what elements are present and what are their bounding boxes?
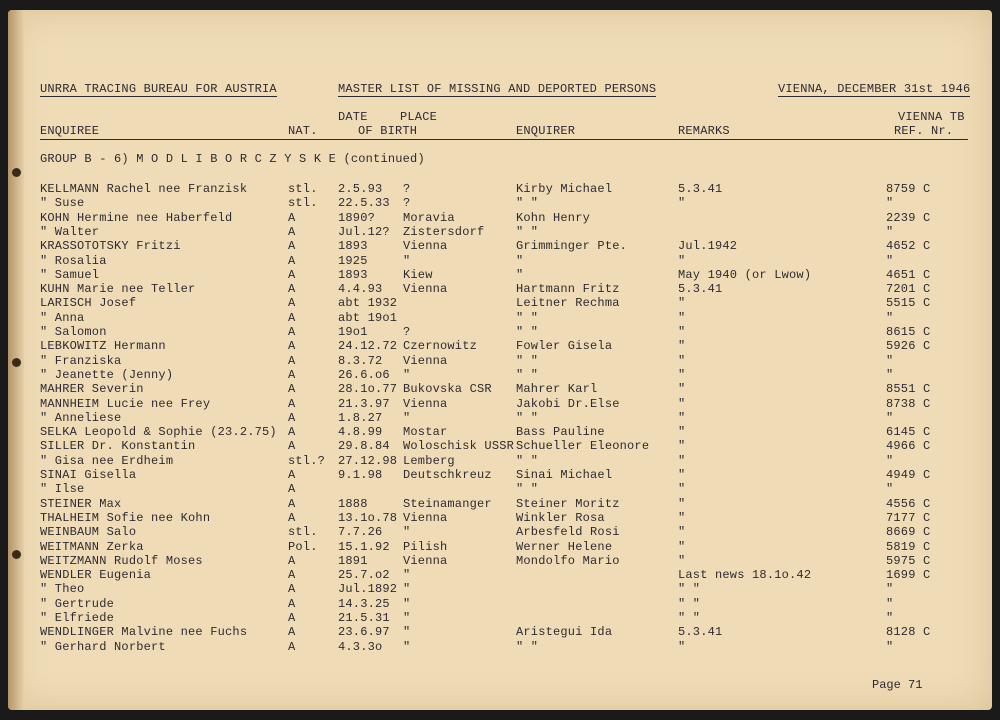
nationality-cell: A [288,310,296,325]
enquiree-cell: THALHEIM Sofie nee Kohn [40,510,211,525]
reference-cell: " [886,196,894,211]
reference-cell: 4966 C [886,439,931,454]
nationality-cell: A [288,282,296,297]
enquirer-cell: " " [516,482,539,497]
enquirer-cell: Werner Helene [516,539,613,554]
enquiree-cell: LARISCH Josef [40,296,137,311]
reference-cell: " [886,367,894,382]
remarks-cell: " " [678,596,701,611]
reference-cell: " [886,453,894,468]
enquiree-cell: " Ilse [40,482,85,497]
birth-date-cell: 1893 [338,267,368,282]
birth-date-cell: 8.3.72 [338,353,383,368]
remarks-cell: " [678,439,686,454]
punch-hole [12,358,21,367]
enquirer-cell: " " [516,453,539,468]
enquirer-cell: Leitner Rechma [516,296,620,311]
enquiree-cell: WENDLER Eugenia [40,568,152,583]
birth-date-cell: 27.12.98 [338,453,398,468]
col-ref-heading-2: REF. Nr. [894,124,954,138]
nationality-cell: A [288,396,296,411]
birth-place-cell: Vienna [403,396,448,411]
reference-cell: 8615 C [886,325,931,339]
enquiree-cell: " Gerhard Norbert [40,639,166,654]
enquirer-cell: Kohn Henry [516,210,591,225]
header-rule [40,139,968,140]
birth-place-cell: Vienna [403,553,448,568]
nationality-cell: A [288,224,296,239]
enquiree-cell: MAHRER Severin [40,382,144,397]
nationality-cell: A [288,210,296,225]
reference-cell: 4949 C [886,468,931,482]
nationality-cell: A [288,239,296,254]
enquiree-cell: WEINBAUM Salo [40,525,137,540]
enquirer-cell: " " [516,196,539,211]
enquiree-cell: KELLMANN Rachel nee Franzisk [40,182,248,196]
enquiree-cell: " Gisa nee Erdheim [40,453,174,468]
enquiree-cell: " Anna [40,310,85,325]
enquiree-cell: SILLER Dr. Konstantin [40,439,196,454]
punch-hole [12,550,21,559]
nationality-cell: A [288,353,296,368]
birth-place-cell: Zistersdorf [403,224,485,239]
birth-place-cell: " [403,582,411,597]
enquirer-cell: Jakobi Dr.Else [516,396,620,411]
reference-cell: 7177 C [886,510,931,525]
nationality-cell: A [288,382,296,397]
enquirer-cell: " [516,267,524,282]
birth-place-cell: " [403,625,411,640]
remarks-cell: " [678,482,686,497]
remarks-cell: " [678,453,686,468]
enquiree-cell: MANNHEIM Lucie nee Frey [40,396,211,411]
enquirer-cell: Mondolfo Mario [516,553,620,568]
remarks-cell: 5.3.41 [678,625,723,640]
remarks-cell: " [678,325,686,339]
enquiree-cell: KOHN Hermine nee Haberfeld [40,210,233,225]
reference-cell: 6145 C [886,425,931,440]
remarks-cell: " [678,510,686,525]
birth-date-cell: 23.6.97 [338,625,390,640]
reference-cell: 4652 C [886,239,931,254]
remarks-cell: " [678,639,686,654]
birth-date-cell: abt 19o1 [338,310,398,325]
reference-cell: 4556 C [886,496,931,511]
document-title: MASTER LIST OF MISSING AND DEPORTED PERSONS [338,82,657,96]
birth-date-cell: 29.8.84 [338,439,390,454]
birth-date-cell: 21.5.31 [338,611,390,625]
birth-place-cell: ? [403,325,411,339]
reference-cell: " [886,310,894,325]
birth-date-cell: 22.5.33 [338,196,390,211]
col-enquiree-heading: ENQUIREE [40,124,100,138]
organization-header: UNRRA TRACING BUREAU FOR AUSTRIA [40,82,277,96]
birth-place-cell: " [403,611,411,625]
enquiree-cell: " Walter [40,224,100,239]
remarks-cell: " [678,353,686,368]
birth-place-cell: Vienna [403,510,448,525]
birth-date-cell: 25.7.o2 [338,568,390,583]
birth-place-cell: ? [403,182,411,196]
enquirer-cell: " " [516,639,539,654]
reference-cell: " [886,596,894,611]
remarks-cell: " [678,396,686,411]
reference-cell: " [886,611,894,625]
enquirer-cell: Kirby Michael [516,182,613,196]
birth-date-cell: 1891 [338,553,368,568]
remarks-cell: " [678,553,686,568]
enquirer-cell: " " [516,325,539,339]
birth-place-cell: Steinamanger [403,496,492,511]
enquirer-cell: Schueller Eleonore [516,439,650,454]
remarks-cell: " [678,339,686,354]
nationality-cell: stl. [288,182,318,196]
enquiree-cell: SELKA Leopold & Sophie (23.2.75) [40,425,277,440]
remarks-cell: " " [678,611,701,625]
enquiree-cell: " Salomon [40,325,107,339]
remarks-cell: " [678,296,686,311]
enquiree-cell: LEBKOWITZ Hermann [40,339,166,354]
reference-cell: 7201 C [886,282,931,297]
birth-place-cell: " [403,410,411,425]
nationality-cell: A [288,596,296,611]
birth-place-cell: ? [403,196,411,211]
reference-cell: 1699 C [886,568,931,583]
remarks-cell: " [678,525,686,540]
reference-cell: " [886,253,894,268]
punch-hole [12,168,21,177]
reference-cell: 8759 C [886,182,931,196]
enquiree-cell: SINAI Gisella [40,468,137,482]
birth-place-cell: Vienna [403,353,448,368]
nationality-cell: stl. [288,525,318,540]
birth-date-cell: abt 1932 [338,296,398,311]
nationality-cell: A [288,468,296,482]
nationality-cell: A [288,253,296,268]
enquiree-cell: " Franziska [40,353,122,368]
enquiree-cell: " Samuel [40,267,100,282]
enquirer-cell: " " [516,410,539,425]
birth-place-cell: " [403,568,411,583]
remarks-cell: " [678,196,686,211]
reference-cell: 5819 C [886,539,931,554]
remarks-cell: " " [678,582,701,597]
birth-place-cell: Vienna [403,239,448,254]
birth-place-cell: Bukovska CSR [403,382,492,397]
reference-cell: 4651 C [886,267,931,282]
nationality-cell: A [288,267,296,282]
col-nat-heading: NAT. [288,124,318,138]
nationality-cell: A [288,482,296,497]
enquiree-cell: " Gertrude [40,596,115,611]
enquirer-cell: " " [516,224,539,239]
remarks-cell: " [678,468,686,482]
enquiree-cell: KUHN Marie nee Teller [40,282,196,297]
birth-date-cell: 4.3.3o [338,639,383,654]
enquirer-cell: Aristegui Ida [516,625,613,640]
birth-date-cell: 9.1.98 [338,468,383,482]
page-number: Page 71 [872,678,923,692]
birth-date-cell: 4.8.99 [338,425,383,440]
reference-cell: " [886,224,894,239]
enquiree-cell: WENDLINGER Malvine nee Fuchs [40,625,248,640]
reference-cell: " [886,582,894,597]
enquiree-cell: " Rosalia [40,253,107,268]
reference-cell: " [886,353,894,368]
birth-date-cell: 1890? [338,210,376,225]
enquiree-cell: " Theo [40,582,85,597]
enquiree-cell: " Suse [40,196,85,211]
reference-cell: 8669 C [886,525,931,540]
remarks-cell: " [678,539,686,554]
nationality-cell: A [288,582,296,597]
enquirer-cell: Sinai Michael [516,468,613,482]
col-remarks-heading: REMARKS [678,124,730,138]
birth-date-cell: 1925 [338,253,368,268]
birth-date-cell: 1888 [338,496,368,511]
enquiree-cell: " Jeanette (Jenny) [40,367,174,382]
document-page [8,10,992,710]
nationality-cell: A [288,410,296,425]
reference-cell: 5975 C [886,553,931,568]
nationality-cell: A [288,339,296,354]
birth-place-cell: Moravia [403,210,455,225]
enquirer-cell: " " [516,353,539,368]
remarks-cell: " [678,410,686,425]
col-ref-heading-1: VIENNA TB [898,110,965,124]
enquiree-cell: KRASSOTOTSKY Fritzi [40,239,181,254]
remarks-cell: " [678,367,686,382]
birth-date-cell: 14.3.25 [338,596,390,611]
enquirer-cell: Mahrer Karl [516,382,598,397]
remarks-cell: " [678,496,686,511]
birth-place-cell: " [403,596,411,611]
birth-date-cell: 1.8.27 [338,410,383,425]
enquirer-cell: Winkler Rosa [516,510,605,525]
enquirer-cell: Fowler Gisela [516,339,613,354]
nationality-cell: A [288,496,296,511]
remarks-cell: 5.3.41 [678,182,723,196]
birth-date-cell: 15.1.92 [338,539,390,554]
reference-cell: " [886,639,894,654]
birth-date-cell: 1893 [338,239,368,254]
reference-cell: 5515 C [886,296,931,311]
col-place-heading: PLACE [400,110,438,124]
birth-date-cell: 2.5.93 [338,182,383,196]
reference-cell: 2239 C [886,210,931,225]
remarks-cell: May 1940 (or Lwow) [678,267,812,282]
birth-date-cell: 13.1o.78 [338,510,398,525]
nationality-cell: A [288,425,296,440]
birth-place-cell: Woloschisk USSR [403,439,515,454]
nationality-cell: A [288,510,296,525]
enquiree-cell: " Elfriede [40,611,115,625]
reference-cell: " [886,410,894,425]
nationality-cell: stl.? [288,453,326,468]
remarks-cell: " [678,253,686,268]
nationality-cell: Pol. [288,539,318,554]
birth-date-cell: 28.1o.77 [338,382,398,397]
nationality-cell: A [288,611,296,625]
enquiree-cell: WEITZMANN Rudolf Moses [40,553,203,568]
remarks-cell: " [678,425,686,440]
place-date: VIENNA, DECEMBER 31st 1946 [778,82,971,96]
enquirer-cell: Arbesfeld Rosi [516,525,620,540]
nationality-cell: A [288,325,296,339]
reference-cell: 8551 C [886,382,931,397]
birth-date-cell: Jul.1892 [338,582,398,597]
enquiree-cell: WEITMANN Zerka [40,539,144,554]
birth-place-cell: Kiew [403,267,433,282]
nationality-cell: stl. [288,196,318,211]
enquirer-cell: Hartmann Fritz [516,282,620,297]
col-date-heading: DATE [338,110,368,124]
birth-date-cell: 24.12.72 [338,339,398,354]
birth-place-cell: " [403,253,411,268]
remarks-cell: Jul.1942 [678,239,738,254]
birth-date-cell: Jul.12? [338,224,390,239]
col-enquirer-heading: ENQUIRER [516,124,576,138]
remarks-cell: " [678,382,686,397]
col-of-birth-heading: OF BIRTH [358,124,418,138]
birth-date-cell: 4.4.93 [338,282,383,297]
birth-place-cell: " [403,525,411,540]
nationality-cell: A [288,625,296,640]
reference-cell: 5926 C [886,339,931,354]
birth-place-cell: Pilish [403,539,448,554]
reference-cell: " [886,482,894,497]
nationality-cell: A [288,553,296,568]
birth-place-cell: Czernowitz [403,339,478,354]
birth-place-cell: Lemberg [403,453,455,468]
enquiree-cell: " Anneliese [40,410,122,425]
birth-date-cell: 19o1 [338,325,368,339]
birth-place-cell: " [403,639,411,654]
enquirer-cell: " " [516,310,539,325]
enquirer-cell: Steiner Moritz [516,496,620,511]
birth-date-cell: 7.7.26 [338,525,383,540]
nationality-cell: A [288,439,296,454]
nationality-cell: A [288,367,296,382]
reference-cell: 8128 C [886,625,931,640]
enquirer-cell: " [516,253,524,268]
birth-date-cell: 21.3.97 [338,396,390,411]
remarks-cell: Last news 18.1o.42 [678,568,812,583]
birth-place-cell: Deutschkreuz [403,468,492,482]
nationality-cell: A [288,568,296,583]
remarks-cell: " [678,310,686,325]
enquiree-cell: STEINER Max [40,496,122,511]
enquirer-cell: Bass Pauline [516,425,605,440]
birth-place-cell: Vienna [403,282,448,297]
enquirer-cell: " " [516,367,539,382]
nationality-cell: A [288,639,296,654]
birth-place-cell: Mostar [403,425,448,440]
nationality-cell: A [288,296,296,311]
reference-cell: 8738 C [886,396,931,411]
birth-date-cell: 26.6.o6 [338,367,390,382]
group-title: GROUP B - 6) M O D L I B O R C Z Y S K E (continued) [40,152,425,166]
birth-place-cell: " [403,367,411,382]
enquirer-cell: Grimminger Pte. [516,239,628,254]
remarks-cell: 5.3.41 [678,282,723,297]
